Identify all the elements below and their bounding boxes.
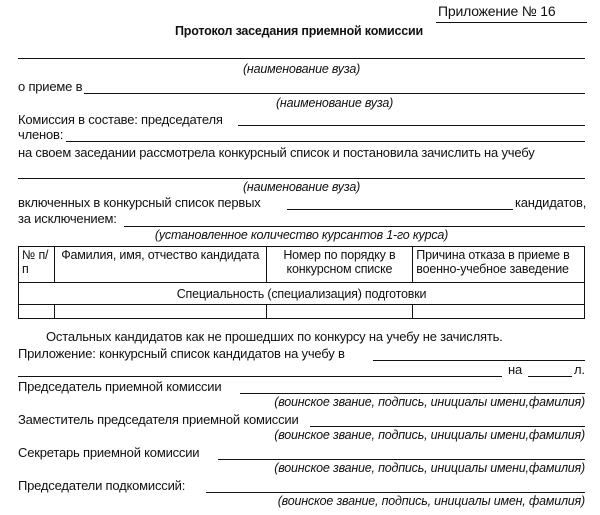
header-full-name: Фамилия, имя, отчество кандидата [54, 247, 266, 283]
sheets-text: л. [574, 362, 585, 377]
attachment-field-line [373, 360, 585, 361]
signature-secretary-label: Секретарь приемной комиссии [18, 445, 200, 460]
attachment-text: Приложение: конкурсный список кандидатов на учебу в [18, 346, 345, 361]
chairman-field-line [238, 125, 585, 126]
document-title: Протокол заседания приемной комиссии [175, 24, 423, 38]
university-field-line-3 [18, 178, 585, 179]
on-text: на [508, 362, 523, 377]
meeting-text: на своем заседании рассмотрела конкурсный список и постановила зачислить на учебу [18, 145, 535, 160]
university-caption-3: (наименование вуза) [242, 180, 361, 194]
candidates-text: кандидатов, [515, 195, 587, 210]
commission-label: Комиссия в составе: председателя [18, 112, 223, 127]
members-label: членов: [18, 127, 64, 142]
except-field-line [124, 226, 585, 227]
signature-caption-3: (воинское звание, подпись, инициалы имени,фамилия) [274, 461, 585, 475]
signature-chairman-line [240, 393, 585, 394]
sheets-field-line [528, 376, 572, 377]
remaining-text: Остальных кандидатов как не прошедших по конкурсу на учебу не зачислять. [46, 329, 503, 344]
university-caption-1: (наименование вуза) [242, 62, 361, 76]
about-admission-label: о приеме в [18, 79, 83, 94]
specialty-cell: Специальность (специализация) подготовки [19, 283, 585, 305]
header-refusal-reason: Причина отказа в приеме в военно-учебное заведение [413, 247, 585, 283]
candidates-table [18, 246, 585, 319]
empty-cell [19, 305, 55, 319]
empty-cell [54, 305, 266, 319]
university-caption-2: (наименование вуза) [275, 96, 394, 110]
signature-deputy-line [310, 426, 585, 427]
appendix-underline [436, 22, 587, 23]
header-number: № п/п [19, 247, 55, 283]
signature-secretary-line [218, 459, 585, 460]
header-order-number: Номер по порядку в конкурсном списке [266, 247, 413, 283]
signature-subcommittee-line [206, 492, 585, 493]
empty-cell [266, 305, 413, 319]
admission-field-line [84, 93, 585, 94]
table-specialty-row [19, 283, 585, 305]
members-field-line [66, 141, 585, 142]
count-field-line [287, 209, 513, 210]
table-header-row [19, 247, 585, 283]
empty-cell [413, 305, 585, 319]
signature-caption-4: (воинское звание, подпись, инициалы имен, фамилия) [277, 494, 585, 508]
table-empty-row [19, 305, 585, 319]
signature-caption-1: (воинское звание, подпись, инициалы имени,фамилия) [274, 395, 585, 409]
cadets-count-caption: (установленное количество курсантов 1-го курса) [154, 228, 449, 242]
included-text: включенных в конкурсный список первых [18, 195, 261, 210]
attachment-field-line-2 [18, 376, 502, 377]
signature-chairman-label: Председатель приемной комиссии [18, 379, 222, 394]
signature-deputy-label: Заместитель председателя приемной комиссии [18, 412, 299, 427]
signature-caption-2: (воинское звание, подпись, инициалы имени,фамилия) [274, 428, 585, 442]
signature-subcommittee-label: Председатели подкомиссий: [18, 478, 186, 493]
university-field-line [18, 58, 585, 59]
appendix-label: Приложение № 16 [438, 3, 556, 19]
except-text: за исключением: [18, 211, 117, 226]
